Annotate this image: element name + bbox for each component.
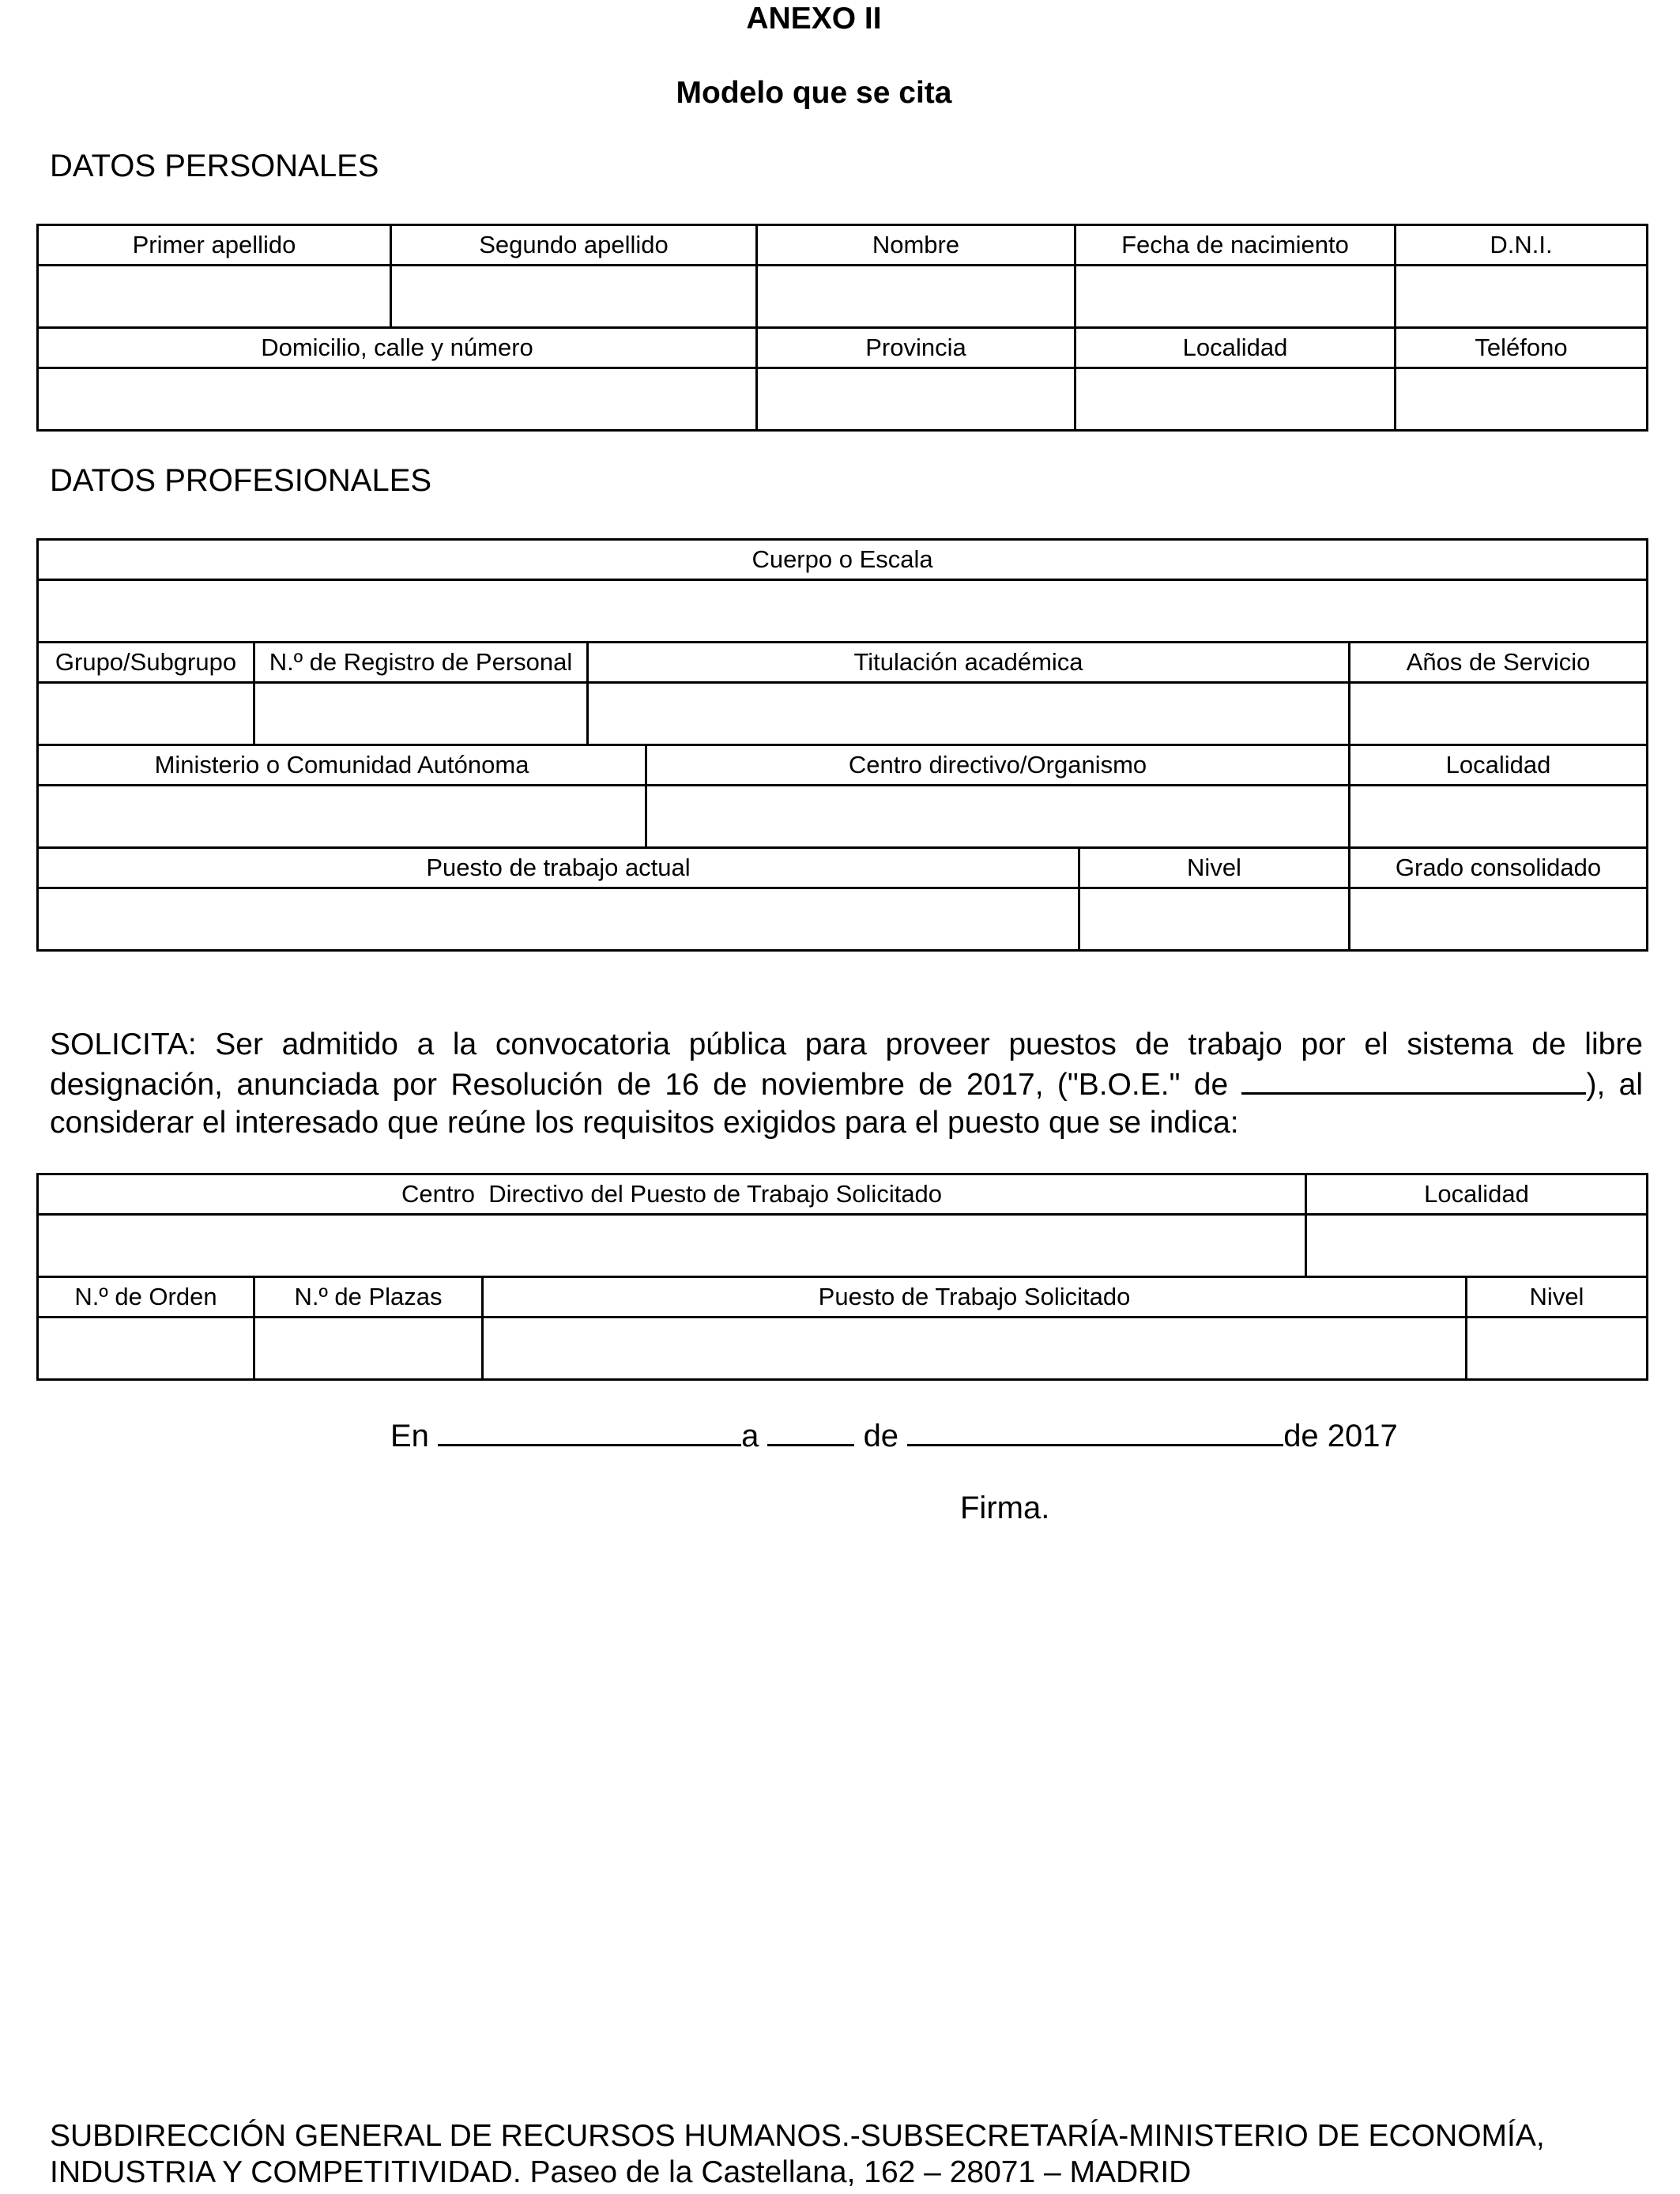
academic-degree-field[interactable] bbox=[588, 683, 1350, 745]
work-locality-label: Localidad bbox=[1350, 745, 1648, 786]
registry-number-field[interactable] bbox=[254, 683, 588, 745]
ministry-field[interactable] bbox=[38, 786, 646, 848]
positions-number-field[interactable] bbox=[254, 1318, 483, 1380]
phone-label: Teléfono bbox=[1396, 328, 1648, 368]
order-number-label: N.º de Orden bbox=[38, 1277, 254, 1318]
date-line bbox=[390, 1416, 1398, 1454]
consolidated-grade-label: Grado consolidado bbox=[1350, 848, 1648, 888]
requested-directorate-field[interactable] bbox=[38, 1215, 1306, 1277]
corps-label: Cuerpo o Escala bbox=[38, 540, 1648, 580]
consolidated-grade-field[interactable] bbox=[1350, 888, 1648, 951]
address-label: Domicilio, calle y número bbox=[38, 328, 757, 368]
level-label: Nivel bbox=[1079, 848, 1350, 888]
requested-post-table bbox=[36, 1173, 1648, 1381]
order-number-field[interactable] bbox=[38, 1318, 254, 1380]
date-year-text: de 2017 bbox=[1283, 1419, 1398, 1453]
address-field[interactable] bbox=[38, 368, 757, 431]
date-de-text: de bbox=[863, 1419, 899, 1453]
signature-label: Firma. bbox=[960, 1491, 1050, 1525]
second-surname-field[interactable] bbox=[391, 266, 757, 328]
requested-locality-label: Localidad bbox=[1306, 1174, 1648, 1215]
annex-subtitle: Modelo que se cita bbox=[676, 76, 952, 110]
locality-label: Localidad bbox=[1075, 328, 1396, 368]
years-service-field[interactable] bbox=[1350, 683, 1648, 745]
first-surname-label: Primer apellido bbox=[38, 225, 391, 266]
positions-number-label: N.º de Plazas bbox=[254, 1277, 483, 1318]
professional-data-heading: DATOS PROFESIONALES bbox=[50, 463, 432, 498]
date-en-text: En bbox=[390, 1419, 429, 1453]
locality-field[interactable] bbox=[1075, 368, 1396, 431]
directorate-label: Centro directivo/Organismo bbox=[646, 745, 1350, 786]
request-paragraph bbox=[50, 1026, 1643, 1142]
phone-field[interactable] bbox=[1396, 368, 1648, 431]
registry-number-label: N.º de Registro de Personal bbox=[254, 643, 588, 683]
name-field[interactable] bbox=[757, 266, 1075, 328]
first-surname-field[interactable] bbox=[38, 266, 391, 328]
footer-line-2: INDUSTRIA Y COMPETITIVIDAD. Paseo de la Castellana, 162 – 28071 – MADRID bbox=[50, 2155, 1192, 2189]
work-locality-field[interactable] bbox=[1350, 786, 1648, 848]
province-field[interactable] bbox=[757, 368, 1075, 431]
requested-directorate-label: Centro Directivo del Puesto de Trabajo Solicitado bbox=[38, 1174, 1306, 1215]
name-label: Nombre bbox=[757, 225, 1075, 266]
month-blank[interactable] bbox=[907, 1416, 1283, 1446]
request-text-before: SOLICITA: Ser admitido a la convocatoria pública para proveer puestos de trabajo por el sistema de libre designación, anunciada por Resolución de 16 de noviembre de 2017, ("B.O.E." de bbox=[50, 1027, 1643, 1102]
corps-field[interactable] bbox=[38, 580, 1648, 643]
day-blank[interactable] bbox=[767, 1416, 854, 1446]
group-label: Grupo/Subgrupo bbox=[38, 643, 254, 683]
birth-date-field[interactable] bbox=[1075, 266, 1396, 328]
level-field[interactable] bbox=[1079, 888, 1350, 951]
dni-field[interactable] bbox=[1396, 266, 1648, 328]
current-post-field[interactable] bbox=[38, 888, 1079, 951]
group-field[interactable] bbox=[38, 683, 254, 745]
personal-data-table bbox=[36, 224, 1648, 432]
requested-post-label: Puesto de Trabajo Solicitado bbox=[483, 1277, 1467, 1318]
date-a-text: a bbox=[741, 1419, 759, 1453]
second-surname-label: Segundo apellido bbox=[391, 225, 757, 266]
years-service-label: Años de Servicio bbox=[1350, 643, 1648, 683]
personal-data-heading: DATOS PERSONALES bbox=[50, 149, 379, 183]
annex-title: ANEXO II bbox=[746, 2, 882, 36]
dni-label: D.N.I. bbox=[1396, 225, 1648, 266]
requested-post-field[interactable] bbox=[483, 1318, 1467, 1380]
footer-line-1: SUBDIRECCIÓN GENERAL DE RECURSOS HUMANOS.-SUBSECRETARÍA-MINISTERIO DE ECONOMÍA, bbox=[50, 2119, 1545, 2153]
birth-date-label: Fecha de nacimiento bbox=[1075, 225, 1396, 266]
current-post-label: Puesto de trabajo actual bbox=[38, 848, 1079, 888]
province-label: Provincia bbox=[757, 328, 1075, 368]
requested-level-label: Nivel bbox=[1467, 1277, 1648, 1318]
requested-level-field[interactable] bbox=[1467, 1318, 1648, 1380]
footer-address bbox=[50, 2118, 1643, 2191]
boe-date-blank[interactable] bbox=[1241, 1064, 1586, 1095]
ministry-label: Ministerio o Comunidad Autónoma bbox=[38, 745, 646, 786]
academic-degree-label: Titulación académica bbox=[588, 643, 1350, 683]
place-blank[interactable] bbox=[438, 1416, 741, 1446]
professional-data-table bbox=[36, 538, 1648, 952]
requested-locality-field[interactable] bbox=[1306, 1215, 1648, 1277]
request-text-after: ), al considerar el interesado que reúne los requisitos exigidos para el puesto que se indica: bbox=[50, 1068, 1643, 1140]
directorate-field[interactable] bbox=[646, 786, 1350, 848]
